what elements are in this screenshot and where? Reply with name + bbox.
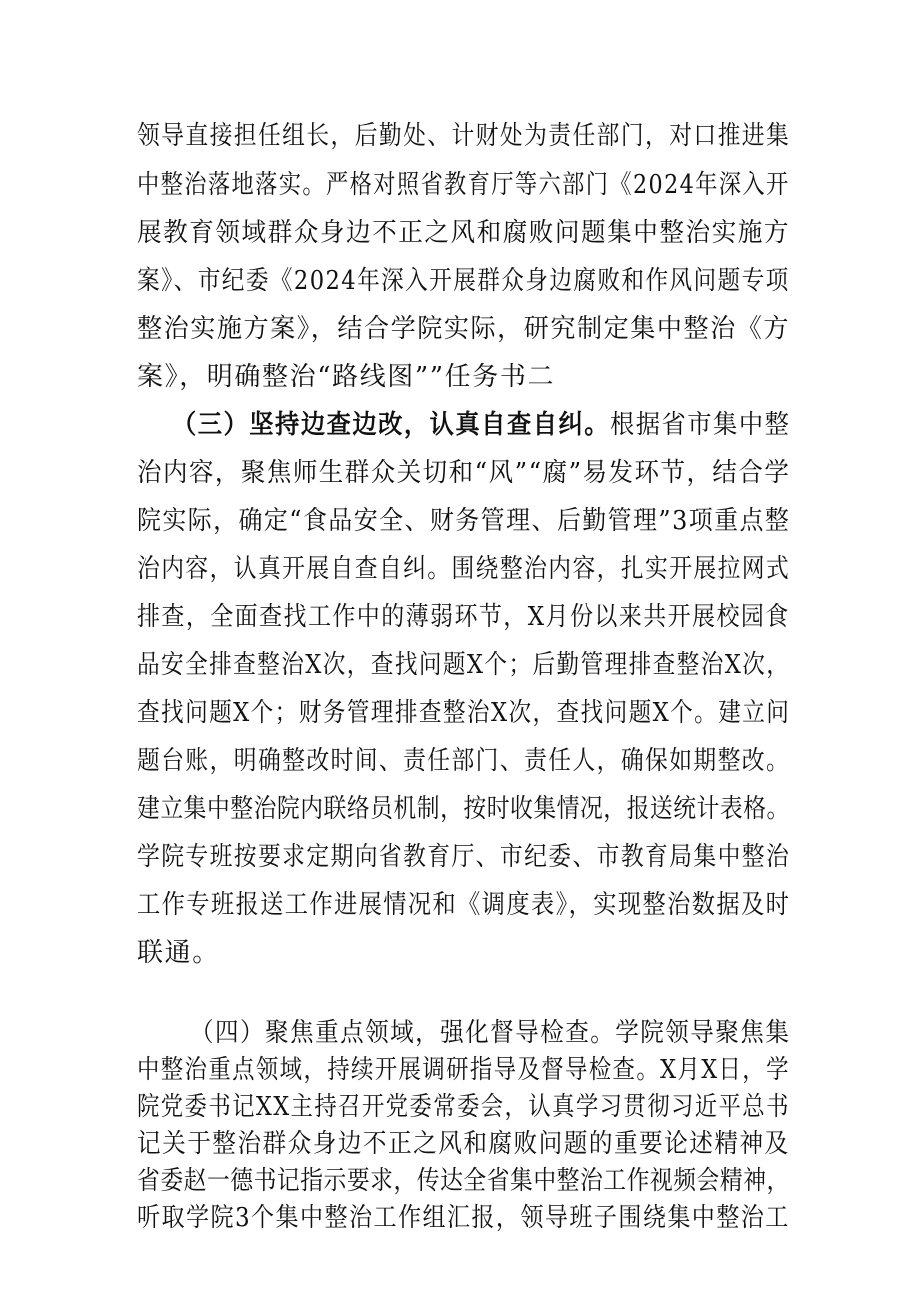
text-line: 治内容，认真开展自查自纠。围绕整治内容，扎实开展拉网式 — [137, 554, 791, 584]
section-three-heading: （三）坚持边查边改，认真自查自纠。 — [172, 410, 611, 440]
text-line: 学院专班按要求定期向省教育厅、市纪委、市教育局集中整治 — [137, 842, 791, 872]
text-line: 题台账，明确整改时间、责任部门、责任人，确保如期整改。 — [137, 746, 791, 776]
text-line: 领导直接担任组长，后勤处、计财处为责任部门，对口推进集 — [137, 121, 791, 151]
text-line: 记关于整治群众身边不正之风和腐败问题的重要论述精神及 — [137, 1129, 790, 1159]
text-line: 院党委书记XX主持召开党委常委会，认真学习贯彻习近平总书 — [137, 1092, 790, 1122]
section-three-first-line — [172, 412, 790, 438]
text-line: 排查，全面查找工作中的薄弱环节，X月份以来共开展校园食 — [137, 602, 790, 632]
text-line: 中整治落地落实。严格对照省教育厅等六部门《2024年深入开 — [137, 170, 790, 200]
text-line: 展教育领域群众身边不正之风和腐败问题集中整治实施方 — [137, 218, 791, 248]
text-line: 建立集中整治院内联络员机制，按时收集情况，报送统计表格。 — [137, 794, 790, 824]
text-line: 品安全排查整治X次，查找问题X个；后勤管理排查整治X次， — [137, 650, 791, 680]
text-line: 联通。 — [137, 938, 220, 968]
section-four-first-line: （四）聚焦重点领域，强化督导检查。学院领导聚焦集 — [190, 1018, 791, 1048]
text-line: 院实际，确定“食品安全、财务管理、后勤管理”3项重点整 — [137, 506, 791, 536]
text-line: 案》、市纪委《2024年深入开展群众身边腐败和作风问题专项 — [137, 266, 790, 296]
text-line: 治内容，聚焦师生群众关切和“风”“腐”易发环节，结合学 — [137, 458, 791, 488]
text-line-fragment: 根据省市集中整 — [610, 410, 791, 440]
text-line: 听取学院3个集中整治工作组汇报，领导班子围绕集中整治工 — [137, 1203, 790, 1233]
text-line: 中整治重点领域，持续开展调研指导及督导检查。X月X日，学 — [137, 1055, 790, 1085]
text-line: 查找问题X个；财务管理排查整治X次，查找问题X个。建立问 — [137, 698, 791, 728]
text-line: 整治实施方案》，结合学院实际，研究制定集中整治《方 — [137, 314, 790, 344]
text-line: 案》，明确整治“路线图””任务书二 — [137, 362, 556, 392]
text-line: 省委赵一德书记指示要求，传达全省集中整治工作视频会精神， — [137, 1166, 790, 1196]
text-line: 工作专班报送工作进展情况和《调度表》，实现整治数据及时 — [137, 890, 791, 920]
